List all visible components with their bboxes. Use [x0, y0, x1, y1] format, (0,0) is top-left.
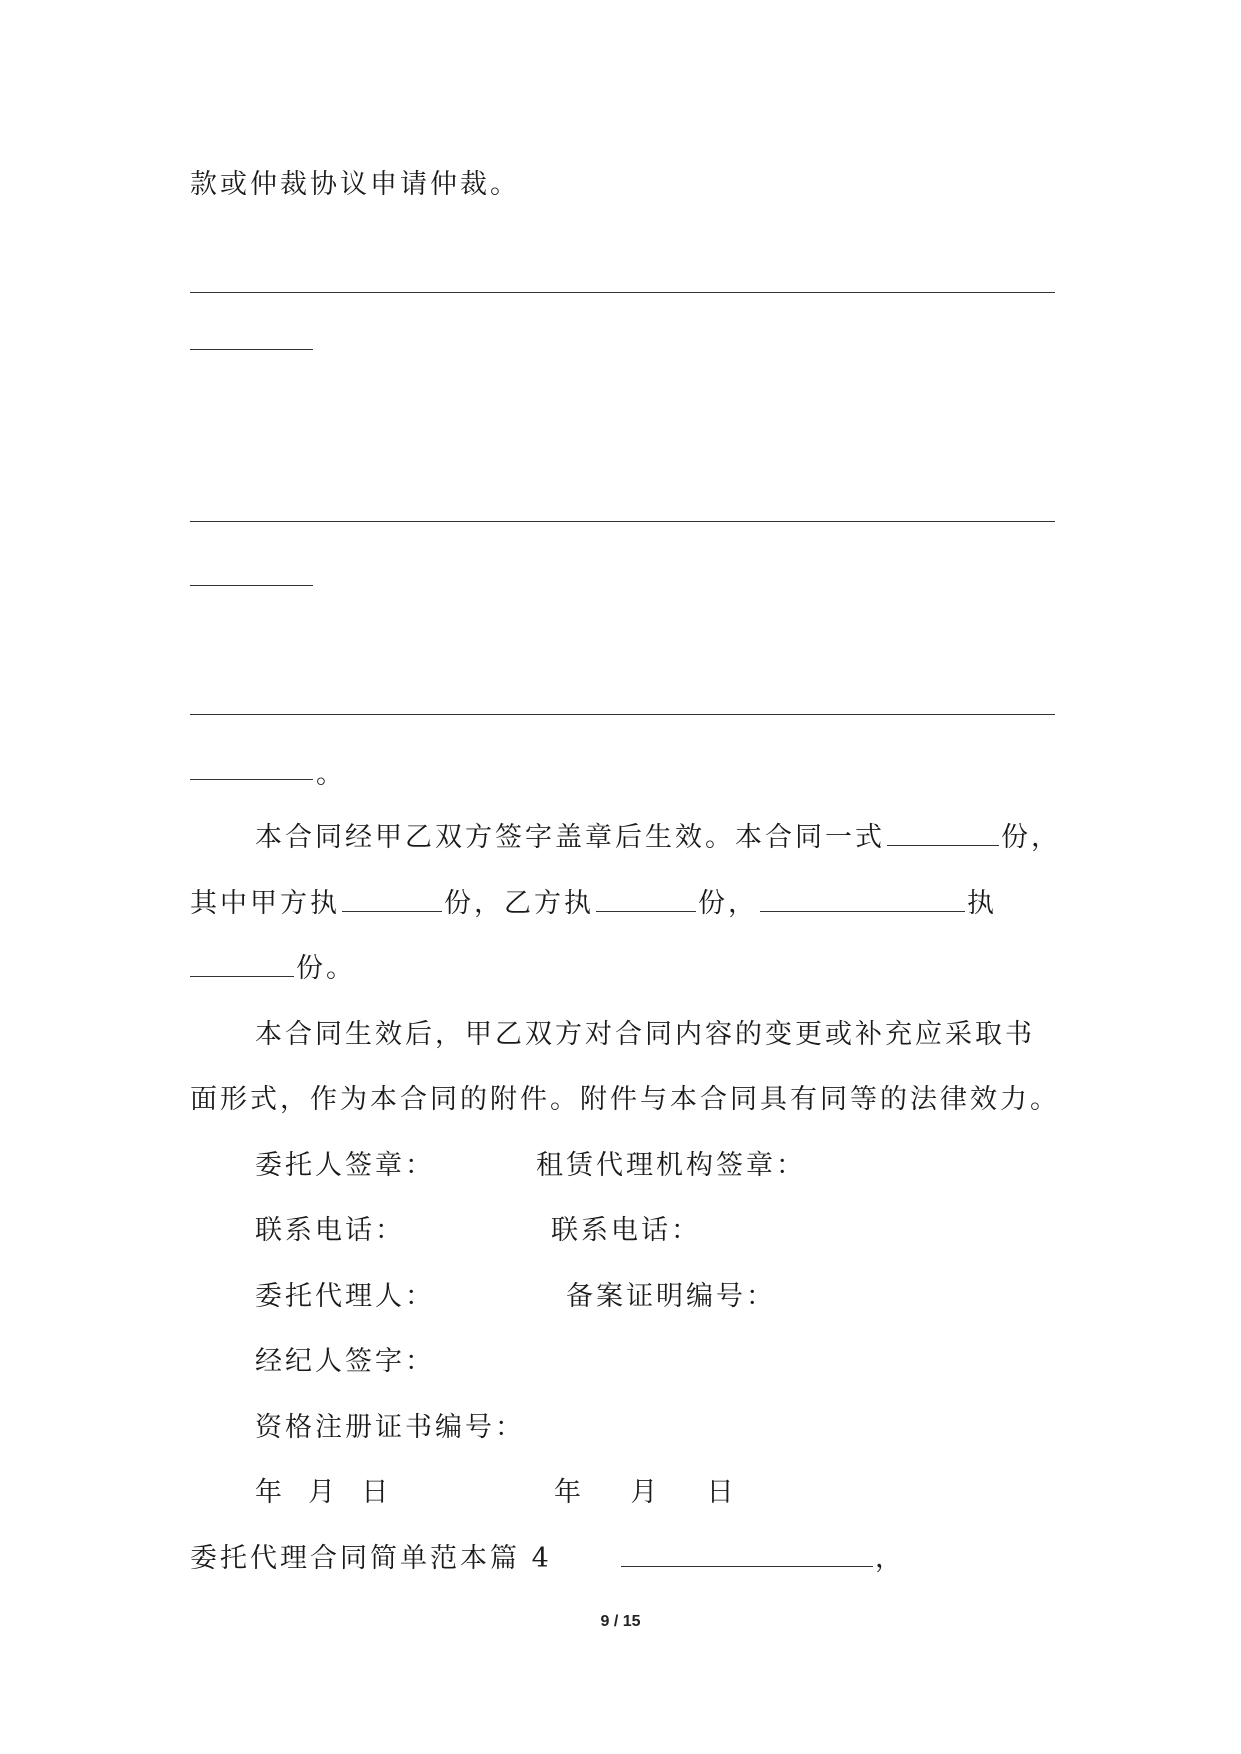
filing-number-label: 备案证明编号： — [566, 1281, 776, 1312]
para-effect-text: 份， — [698, 888, 758, 919]
agency-phone-label: 联系电话： — [551, 1215, 701, 1246]
certificate-number-label: 资格注册证书编号： — [255, 1412, 525, 1443]
party-a-copies-blank — [342, 910, 442, 912]
blank-rule-long — [190, 714, 1055, 715]
title-tail-comma: ， — [875, 1543, 905, 1574]
blank-rule-long — [190, 292, 1055, 293]
broker-signature-label: 经纪人签字： — [255, 1346, 435, 1377]
principal-phone-label: 联系电话： — [255, 1215, 405, 1246]
section-title-text: 委托代理合同简单范本篇 4 — [190, 1543, 552, 1574]
para-effect-line-3 — [190, 952, 356, 986]
next-title-blank-line — [621, 1542, 905, 1576]
end-mark: 。 — [316, 759, 346, 790]
para-amend-line-1: 本合同生效后，甲乙双方对合同内容的变更或补充应采取书 — [255, 1019, 1035, 1050]
para-effect-line-2 — [190, 887, 997, 921]
para-effect-text: 份， — [1001, 822, 1061, 853]
agency-signature-label: 租赁代理机构签章： — [536, 1150, 806, 1181]
principal-date: 年 月 日 — [255, 1477, 392, 1508]
blank-rule-long — [190, 521, 1055, 522]
blank-rule-short — [190, 779, 313, 780]
copies-blank — [887, 844, 999, 846]
agency-date: 年 月 日 — [554, 1477, 737, 1508]
page-number: 9 / 15 — [600, 1613, 641, 1630]
blank-rule-short — [190, 585, 313, 586]
party-b-copies-blank — [596, 910, 696, 912]
para-effect-text: 执 — [967, 888, 997, 919]
text-line-arbitration: 款或仲裁协议申请仲裁。 — [190, 169, 520, 200]
para-effect-text: 份。 — [296, 953, 356, 984]
party-name-blank — [621, 1565, 873, 1567]
blank-rule-short — [190, 349, 313, 350]
para-effect-line-1 — [255, 821, 1061, 855]
agent-label: 委托代理人： — [255, 1281, 435, 1312]
para-effect-text: 份，乙方执 — [444, 888, 594, 919]
para-effect-text: 其中甲方执 — [190, 888, 340, 919]
principal-signature-label: 委托人签章： — [255, 1150, 435, 1181]
next-section-title — [190, 1542, 552, 1576]
other-party-blank — [760, 910, 965, 912]
para-amend-line-2: 面形式，作为本合同的附件。附件与本合同具有同等的法律效力。 — [190, 1084, 1060, 1115]
para-effect-text: 本合同经甲乙双方签字盖章后生效。本合同一式 — [255, 822, 885, 853]
other-party-copies-blank — [190, 975, 294, 977]
